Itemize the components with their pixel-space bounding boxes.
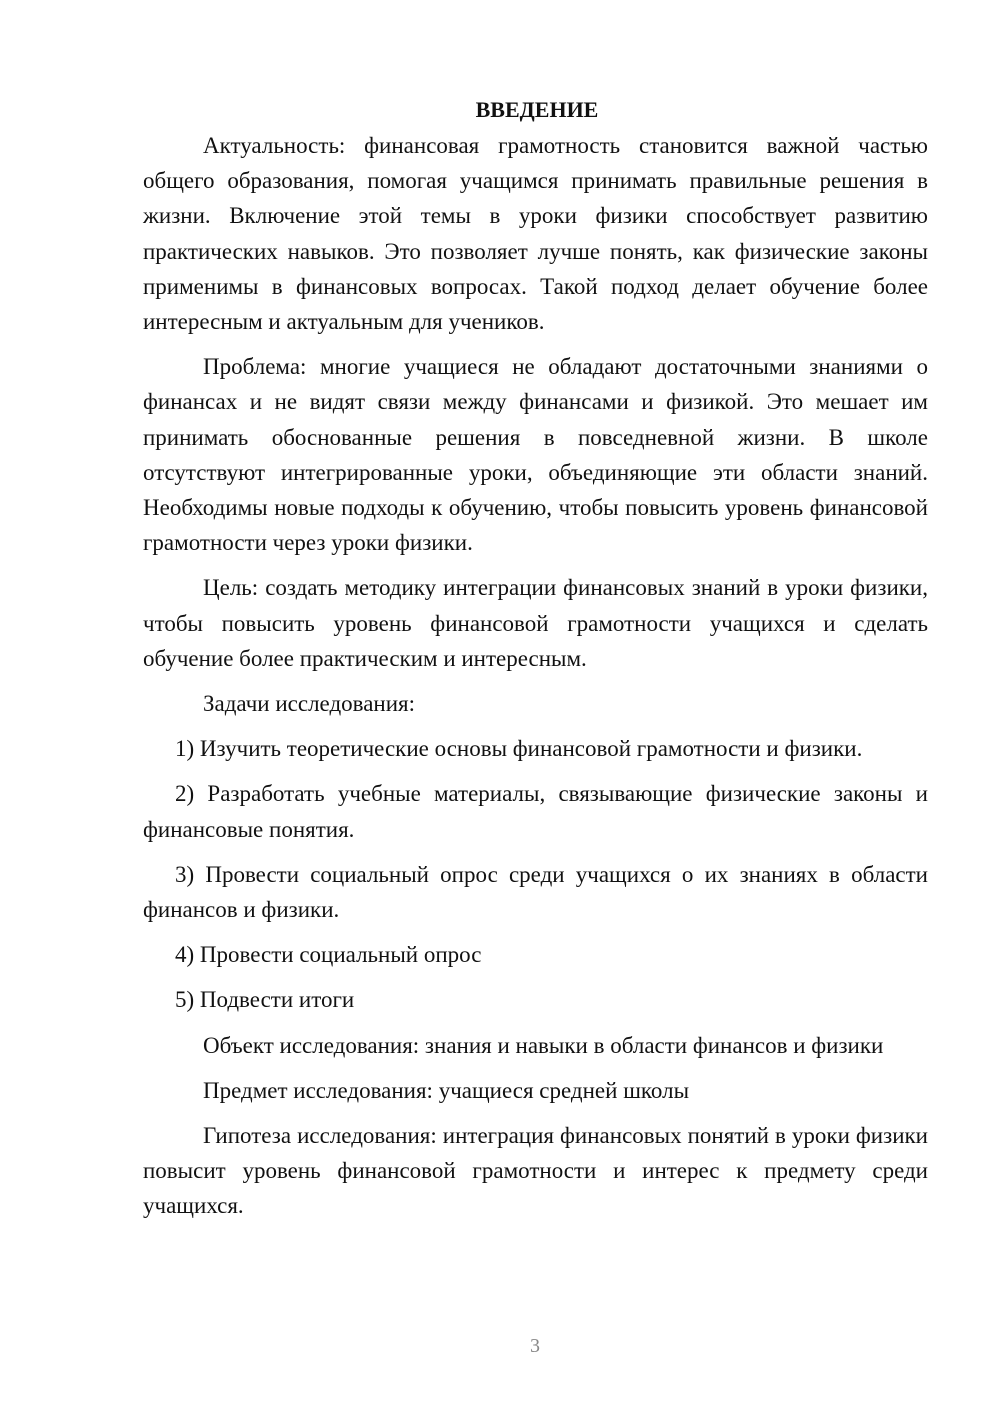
task-item-1: 1) Изучить теоретические основы финансовой грамотности и физики.	[175, 736, 863, 762]
page-title: ВВЕДЕНИЕ	[475, 97, 599, 122]
task-item-3: 3) Провести социальный опрос среди учащихся о их знаниях в области финансов и физики.	[143, 861, 928, 923]
relevance-paragraph: Актуальность: финансовая грамотность становится важной частью общего образования, помогая учащимся принимать правильные решения в жизни. Включение этой темы в уроки физики способствует развитию практических навыков. Это позволяет лучше понять, как физические законы применимы в финансовых вопросах. Такой подход делает обучение более интересным и актуальным для учеников.	[143, 133, 928, 335]
task-item-4: 4) Провести социальный опрос	[175, 942, 482, 968]
research-subject-paragraph: Предмет исследования: учащиеся средней школы	[203, 1077, 690, 1103]
task-item-2: 2) Разработать учебные материалы, связывающие физические законы и финансовые понятия.	[143, 781, 928, 842]
hypothesis-paragraph: Гипотеза исследования: интеграция финансовых понятий в уроки физики повысит уровень финансовой грамотности и интерес к предмету среди учащихся.	[143, 1123, 928, 1219]
problem-paragraph: Проблема: многие учащиеся не обладают достаточными знаниями о финансах и не видят связи между финансами и физикой. Это мешает им принимать обоснованные решения в повседневной жизни. В школе отсутствуют интегрированные уроки, объединяющие эти области знаний. Необходимы новые подходы к обучению, чтобы повысить уровень финансовой грамотности через уроки физики.	[143, 354, 928, 556]
research-object-paragraph: Объект исследования: знания и навыки в области финансов и физики	[203, 1032, 884, 1058]
page-content	[143, 92, 928, 1234]
task-item-5: 5) Подвести итоги	[175, 987, 355, 1013]
page-number: 3	[530, 1335, 540, 1357]
goal-paragraph: Цель: создать методику интеграции финансовых знаний в уроки физики, чтобы повысить уровень финансовой грамотности учащихся и сделать обучение более практическим и интересным.	[143, 575, 928, 671]
tasks-heading: Задачи исследования:	[203, 691, 416, 717]
